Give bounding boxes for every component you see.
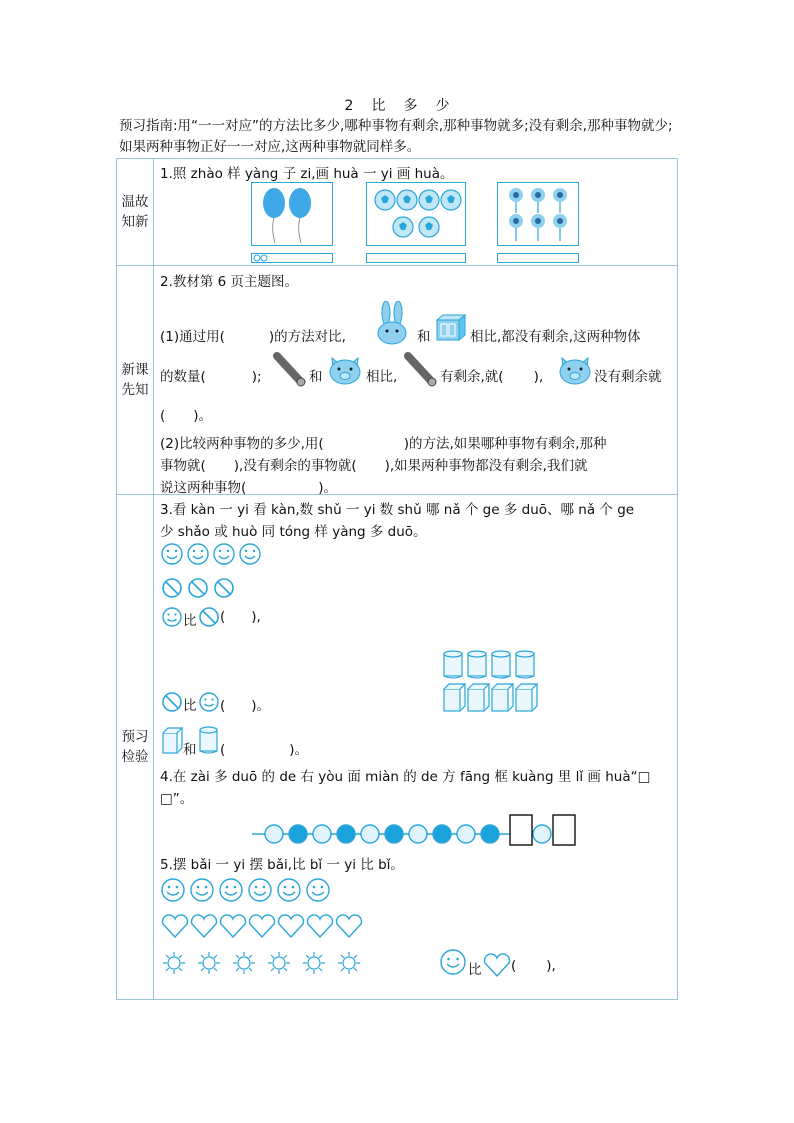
question-1: 1.照 zhào 样 yàng 子 zi,画 huà 一 yi 画 huà。: [160, 166, 454, 182]
cabinet-icon: [435, 314, 467, 342]
bead-string: [252, 813, 582, 849]
circle-marks-icon: [252, 254, 282, 263]
section-label-review: 温故 知新: [117, 159, 154, 266]
question-4: 4.在 zài 多 duō 的 de 右 yòu 面 miàn 的 de 方 fāng 框 kuàng 里 lǐ 画 huà“□: [160, 769, 651, 785]
smiley-icon: [161, 606, 183, 628]
answer-square[interactable]: [510, 815, 532, 845]
flower-icon: [498, 183, 578, 245]
log-icon: [271, 352, 309, 388]
answer-square[interactable]: [553, 815, 575, 845]
cube-icon: [161, 727, 183, 755]
ball-box: [366, 182, 466, 246]
heart-row: [161, 913, 367, 941]
heart-icon: [483, 953, 511, 979]
balloon-icon: [252, 183, 332, 245]
smiley-icon: [439, 948, 467, 976]
section-review: [154, 159, 677, 265]
no-sign-row: [161, 576, 241, 602]
smiley-icon: [198, 691, 220, 713]
rabbit-icon: [372, 301, 412, 345]
flower-box: [497, 182, 579, 246]
cube-row: [442, 683, 542, 713]
flower-answer-box[interactable]: [497, 253, 579, 263]
balloon-answer-box[interactable]: [251, 253, 333, 263]
section-label-check: 预习 检验: [117, 495, 154, 1000]
worksheet-table: [116, 158, 678, 1000]
ball-answer-box[interactable]: [366, 253, 466, 263]
section-new: 2.教材第 6 页主题图。 (1)通过用( )的方法对比, 和 相比,都没有剩余,这两种物体 的数量( ); 和 相比, 有剩余,就( ), 没有剩余就 ( )。 (2)比较两种事物的多少,用( )的方法,如果哪种事物有剩余,那种 事物就( ),没有剩余的事物就( ),如果两种事物都没有剩余,我们就 说这两种事物( )。: [154, 266, 677, 494]
question-2: 2.教材第 6 页主题图。: [160, 274, 299, 290]
cylinder-icon: [198, 725, 220, 755]
no-sign-icon: [161, 691, 183, 713]
question-3: 3.看 kàn 一 yi 看 kàn,数 shǔ 一 yi 数 shǔ 哪 nǎ 个 ge 多 duō、哪 nǎ 个 ge: [160, 502, 635, 518]
pig-icon: [327, 354, 363, 386]
question-5: 5.摆 bǎi 一 yi 摆 bǎi,比 bǐ 一 yi 比 bǐ。: [160, 857, 404, 873]
soccer-ball-icon: [367, 183, 465, 245]
pig-icon: [557, 354, 593, 386]
section-label-new: 新课 先知: [117, 266, 154, 495]
log-icon: [402, 352, 440, 388]
no-sign-icon: [198, 606, 220, 628]
cylinder-row: [442, 650, 542, 680]
sun-row: [161, 950, 367, 978]
preview-guide: 预习指南:用“一一对应”的方法比多少,哪种事物有剩余,那种事物就多;没有剩余,那种事物就少;如果两种事物正好一一对应,这两种事物就同样多。: [119, 118, 673, 155]
balloon-box: [251, 182, 333, 246]
smiley-row: [161, 542, 265, 568]
smiley-row: [161, 877, 341, 905]
section-check: 3.看 kàn 一 yi 看 kàn,数 shǔ 一 yi 数 shǔ 哪 nǎ 个 ge 多 duō、哪 nǎ 个 ge 少 shǎo 或 huò 同 tóng 样 yàng 多 duō。 比 ( ), 比 ( )。 和 ( )。 4.在 zài 多 duō 的 de 右 yòu 面 miàn 的 de 方 fāng 框 kuàng 里 lǐ 画 huà“□ □”。 5.摆 bǎi 一 yi 摆 bǎi,比 bǐ 一 yi 比 bǐ。 比 ( ),: [154, 495, 677, 999]
page-title: 2 比 多 少: [344, 98, 450, 114]
